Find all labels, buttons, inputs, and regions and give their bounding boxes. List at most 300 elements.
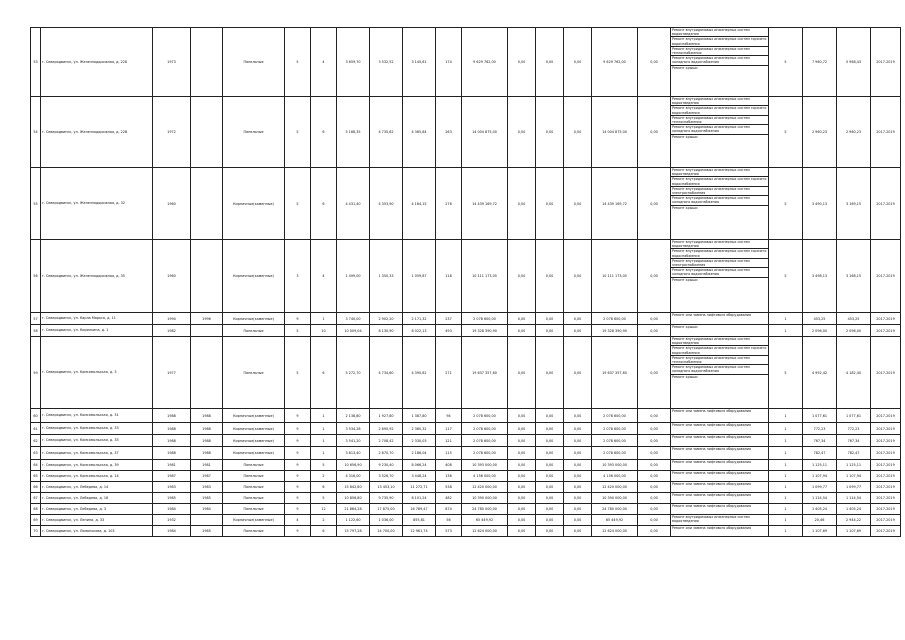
repair-work-item: Ремонт или замена лифтового оборудования bbox=[672, 482, 752, 486]
cost-regional: 0,00 bbox=[536, 447, 564, 460]
cost-federal: 0,00 bbox=[508, 526, 536, 537]
repair-cost-total: 2 078 600,00 bbox=[462, 423, 508, 435]
premises-area: 9 230,40 bbox=[370, 460, 403, 471]
residential-area: 3 448,24 bbox=[403, 471, 436, 482]
build-year: 1984 bbox=[153, 504, 191, 515]
build-year: 1988 bbox=[153, 409, 191, 423]
repair-cost-total: 2 078 600,00 bbox=[462, 435, 508, 447]
house-address: г. Северодвинск, ул. Ленина, д. 33 bbox=[41, 515, 153, 526]
table-row bbox=[31, 515, 901, 526]
cost-regional: 0,00 bbox=[536, 460, 564, 471]
works-count: 5 bbox=[769, 168, 803, 240]
wall-material: Панельные bbox=[223, 337, 285, 409]
premises-area: 1 036,00 bbox=[370, 515, 403, 526]
house-address: г. Северодвинск, ул. Комсомольская, д. 39 bbox=[41, 460, 153, 471]
total-area: 10 009,04 bbox=[337, 325, 370, 337]
wall-material: Кирпичные(каменные) bbox=[223, 447, 285, 460]
repair-works-list bbox=[671, 482, 769, 493]
register-sheet bbox=[30, 27, 895, 537]
table-row bbox=[31, 313, 901, 325]
max-unit-cost: 1 107,94 bbox=[837, 471, 871, 482]
repair-cost-total: 65 449,92 bbox=[462, 515, 508, 526]
cost-federal: 0,00 bbox=[508, 423, 536, 435]
cost-other: 0,00 bbox=[638, 493, 671, 504]
repair-work-item: Ремонт или замена лифтового оборудования bbox=[672, 460, 752, 464]
entrances-count: 4 bbox=[311, 240, 337, 313]
house-address: г. Северодвинск, ул. Железнодорожная, д. 32 bbox=[41, 168, 153, 240]
repair-work-item: Ремонт внутридомовых инженерных систем водоотведения bbox=[671, 28, 768, 37]
cost-federal: 0,00 bbox=[508, 504, 536, 515]
works-count: 1 bbox=[769, 493, 803, 504]
cost-owners: 10 390 000,00 bbox=[592, 493, 638, 504]
premises-area: 2 902,20 bbox=[370, 313, 403, 325]
cost-regional: 0,00 bbox=[536, 313, 564, 325]
wall-material: Кирпичные(каменные) bbox=[223, 240, 285, 313]
max-unit-cost: 4 182,40 bbox=[837, 337, 871, 409]
works-count: 5 bbox=[769, 28, 803, 97]
works-count: 5 bbox=[769, 97, 803, 168]
wall-material: Панельные bbox=[223, 482, 285, 493]
max-unit-cost: 5 968,43 bbox=[837, 28, 871, 97]
works-count: 1 bbox=[769, 447, 803, 460]
unit-cost: 1 107,94 bbox=[803, 471, 837, 482]
repair-work-item: Ремонт внутридомовых инженерных систем горячего водоснабжения bbox=[672, 177, 767, 186]
unit-cost: 2 096,00 bbox=[803, 325, 837, 337]
cost-local: 0,00 bbox=[564, 325, 592, 337]
residents-count: 538 bbox=[436, 482, 462, 493]
floors-count: 9 bbox=[285, 435, 311, 447]
commission-year bbox=[191, 337, 223, 409]
cost-local: 0,00 bbox=[564, 515, 592, 526]
entrances-count: 6 bbox=[311, 482, 337, 493]
repair-period: 2017-2019 bbox=[871, 337, 901, 409]
repair-work-item: Ремонт внутридомовых инженерных систем холодного водоснабжения bbox=[671, 196, 768, 205]
house-address: г. Северодвинск, ул. Карла Маркса, д. 11 bbox=[41, 313, 153, 325]
max-unit-cost: 772,23 bbox=[837, 423, 871, 435]
table-row bbox=[31, 325, 901, 337]
premises-area: 13 453,10 bbox=[370, 482, 403, 493]
table-row bbox=[31, 337, 901, 409]
cost-local: 0,00 bbox=[564, 240, 592, 313]
floors-count: 9 bbox=[285, 460, 311, 471]
entrances-count: 2 bbox=[311, 471, 337, 482]
total-area: 5 168,35 bbox=[337, 97, 370, 168]
commission-year: 1996 bbox=[191, 313, 223, 325]
build-year: 1960 bbox=[153, 240, 191, 313]
residents-count: 271 bbox=[436, 337, 462, 409]
row-number: 66 bbox=[31, 482, 41, 493]
housing-repair-table bbox=[30, 27, 901, 537]
row-number: 63 bbox=[31, 447, 41, 460]
floors-count: 9 bbox=[285, 493, 311, 504]
build-year: 1988 bbox=[153, 447, 191, 460]
unit-cost: 1 405,24 bbox=[803, 504, 837, 515]
repair-period: 2017-2019 bbox=[871, 435, 901, 447]
unit-cost: 4 992,42 bbox=[803, 337, 837, 409]
residents-count: 118 bbox=[436, 240, 462, 313]
works-count: 1 bbox=[769, 504, 803, 515]
house-address: г. Северодвинск, ул. Кирилкина, д. 1 bbox=[41, 325, 153, 337]
unit-cost: 767,34 bbox=[803, 435, 837, 447]
repair-work-item: Ремонт крыши bbox=[672, 134, 698, 139]
cost-federal: 0,00 bbox=[508, 460, 536, 471]
repair-cost-total: 10 390 000,00 bbox=[462, 493, 508, 504]
cost-regional: 0,00 bbox=[536, 423, 564, 435]
cost-owners: 4 156 000,00 bbox=[592, 471, 638, 482]
cost-local: 0,00 bbox=[564, 337, 592, 409]
house-address: г. Северодвинск, ул. Комсомольская, д. 3 bbox=[41, 337, 153, 409]
build-year: 1973 bbox=[153, 28, 191, 97]
house-address: г. Северодвинск, ул. Комсомольская, д. 31 bbox=[41, 409, 153, 423]
repair-works-list bbox=[671, 409, 769, 423]
row-number: 55 bbox=[31, 168, 41, 240]
repair-works-list bbox=[671, 28, 769, 97]
cost-local: 0,00 bbox=[564, 526, 592, 537]
total-area: 3 659,70 bbox=[337, 28, 370, 97]
repair-work-item: Ремонт крыши bbox=[672, 277, 698, 282]
cost-local: 0,00 bbox=[564, 409, 592, 423]
commission-year: 1981 bbox=[191, 460, 223, 471]
repair-work-item: Ремонт внутридомовых инженерных систем холодного водоснабжения bbox=[671, 365, 768, 374]
works-count: 1 bbox=[769, 313, 803, 325]
entrances-count: 6 bbox=[311, 168, 337, 240]
cost-other: 0,00 bbox=[638, 435, 671, 447]
repair-works-list bbox=[671, 337, 769, 409]
table-row bbox=[31, 28, 901, 97]
cost-local: 0,00 bbox=[564, 471, 592, 482]
table-row bbox=[31, 168, 901, 240]
max-unit-cost: 1 107,69 bbox=[837, 526, 871, 537]
repair-work-item: Ремонт внутридомовых инженерных систем горячего водоснабжения bbox=[672, 249, 767, 258]
row-number: 69 bbox=[31, 515, 41, 526]
premises-area: 3 526,70 bbox=[370, 471, 403, 482]
wall-material: Кирпичные(каменные) bbox=[223, 168, 285, 240]
wall-material: Кирпичные(каменные) bbox=[223, 515, 285, 526]
unit-cost: 1 107,69 bbox=[803, 526, 837, 537]
cost-other: 0,00 bbox=[638, 337, 671, 409]
commission-year bbox=[191, 515, 223, 526]
repair-period: 2017-2019 bbox=[871, 526, 901, 537]
repair-period: 2017-2019 bbox=[871, 28, 901, 97]
max-unit-cost: 453,25 bbox=[837, 313, 871, 325]
wall-material: Панельные bbox=[223, 460, 285, 471]
repair-works-list bbox=[671, 460, 769, 471]
premises-area: 2 670,70 bbox=[370, 447, 403, 460]
repair-work-item: Ремонт внутридомовых инженерных систем теплоснабжения bbox=[671, 116, 768, 125]
cost-regional: 0,00 bbox=[536, 471, 564, 482]
cost-owners: 2 078 600,00 bbox=[592, 313, 638, 325]
repair-work-item: Ремонт или замена лифтового оборудования bbox=[672, 493, 752, 497]
floors-count: 3 bbox=[285, 240, 311, 313]
repair-period: 2017-2019 bbox=[871, 447, 901, 460]
row-number: 59 bbox=[31, 337, 41, 409]
unit-cost: 1 114,54 bbox=[803, 493, 837, 504]
row-number: 53 bbox=[31, 28, 41, 97]
cost-federal: 0,00 bbox=[508, 471, 536, 482]
cost-local: 0,00 bbox=[564, 168, 592, 240]
cost-regional: 0,00 bbox=[536, 526, 564, 537]
residential-area: 11 272,71 bbox=[403, 482, 436, 493]
cost-regional: 0,00 bbox=[536, 97, 564, 168]
floors-count: 9 bbox=[285, 409, 311, 423]
residential-area: 2 186,04 bbox=[403, 447, 436, 460]
repair-work-item: Ремонт внутридомовых инженерных систем водоотведения bbox=[672, 515, 750, 524]
cost-other: 0,00 bbox=[638, 471, 671, 482]
cost-other: 0,00 bbox=[638, 482, 671, 493]
entrances-count: 2 bbox=[311, 515, 337, 526]
cost-other: 0,00 bbox=[638, 460, 671, 471]
floors-count: 5 bbox=[285, 97, 311, 168]
floors-count: 9 bbox=[285, 471, 311, 482]
repair-work-item: Ремонт внутридомовых инженерных систем холодного водоснабжения bbox=[671, 125, 768, 134]
unit-cost: 453,25 bbox=[803, 313, 837, 325]
row-number: 67 bbox=[31, 493, 41, 504]
cost-federal: 0,00 bbox=[508, 168, 536, 240]
build-year: 1972 bbox=[153, 97, 191, 168]
row-number: 54 bbox=[31, 97, 41, 168]
works-count: 1 bbox=[769, 409, 803, 423]
cost-regional: 0,00 bbox=[536, 337, 564, 409]
total-area: 4 431,40 bbox=[337, 168, 370, 240]
repair-cost-total: 10 393 000,00 bbox=[462, 460, 508, 471]
total-area: 1 122,60 bbox=[337, 515, 370, 526]
cost-other: 0,00 bbox=[638, 526, 671, 537]
build-year: 1983 bbox=[153, 482, 191, 493]
works-count: 5 bbox=[769, 240, 803, 313]
commission-year: 1988 bbox=[191, 423, 223, 435]
residential-area: 8 022,13 bbox=[403, 325, 436, 337]
entrances-count: 12 bbox=[311, 504, 337, 515]
repair-work-item: Ремонт крыши bbox=[672, 65, 698, 70]
repair-works-list bbox=[671, 423, 769, 435]
row-number: 64 bbox=[31, 460, 41, 471]
commission-year: 1985 bbox=[191, 526, 223, 537]
floors-count: 5 bbox=[285, 168, 311, 240]
repair-works-list bbox=[671, 325, 769, 337]
cost-owners: 24 780 000,00 bbox=[592, 504, 638, 515]
repair-work-item: Ремонт внутридомовых инженерных систем холодного водоснабжения bbox=[671, 268, 768, 277]
cost-owners: 2 078 600,00 bbox=[592, 447, 638, 460]
commission-year bbox=[191, 168, 223, 240]
entrances-count: 4 bbox=[311, 28, 337, 97]
cost-regional: 0,00 bbox=[536, 482, 564, 493]
repair-works-list bbox=[671, 526, 769, 537]
commission-year bbox=[191, 28, 223, 97]
cost-federal: 0,00 bbox=[508, 493, 536, 504]
row-number: 68 bbox=[31, 504, 41, 515]
repair-period: 2017-2019 bbox=[871, 515, 901, 526]
row-number: 57 bbox=[31, 313, 41, 325]
floors-count: 9 bbox=[285, 447, 311, 460]
premises-area: 14 700,00 bbox=[370, 526, 403, 537]
cost-regional: 0,00 bbox=[536, 28, 564, 97]
repair-work-item: Ремонт внутридомовых инженерных систем горячего водоснабжения bbox=[672, 346, 767, 355]
repair-works-list bbox=[671, 515, 769, 526]
cost-other: 0,00 bbox=[638, 515, 671, 526]
wall-material: Панельные bbox=[223, 28, 285, 97]
residents-count: 94 bbox=[436, 409, 462, 423]
repair-cost-total: 2 078 600,00 bbox=[462, 313, 508, 325]
repair-cost-total: 24 780 000,00 bbox=[462, 504, 508, 515]
premises-area: 17 875,00 bbox=[370, 504, 403, 515]
table-row bbox=[31, 409, 901, 423]
row-number: 60 bbox=[31, 409, 41, 423]
works-count: 1 bbox=[769, 515, 803, 526]
residential-area: 8 066,24 bbox=[403, 460, 436, 471]
wall-material: Панельные bbox=[223, 325, 285, 337]
build-year: 1994 bbox=[153, 313, 191, 325]
total-area: 15 842,80 bbox=[337, 482, 370, 493]
repair-cost-total: 14 439 169,72 bbox=[462, 168, 508, 240]
premises-area: 4 734,60 bbox=[370, 337, 403, 409]
commission-year: 1987 bbox=[191, 471, 223, 482]
house-address: г. Северодвинск, ул. Ломоносова, д. 103 bbox=[41, 526, 153, 537]
repair-period: 2017-2019 bbox=[871, 504, 901, 515]
repair-works-list bbox=[671, 168, 769, 240]
max-unit-cost: 1 099,77 bbox=[837, 482, 871, 493]
build-year: 1982 bbox=[153, 325, 191, 337]
entrances-count: 1 bbox=[311, 409, 337, 423]
wall-material: Кирпичные(каменные) bbox=[223, 435, 285, 447]
premises-area: 3 532,52 bbox=[370, 28, 403, 97]
repair-work-item: Ремонт внутридомовых инженерных систем водоотведения bbox=[671, 168, 768, 177]
total-area: 5 272,70 bbox=[337, 337, 370, 409]
table-row bbox=[31, 504, 901, 515]
max-unit-cost: 767,34 bbox=[837, 435, 871, 447]
floors-count: 9 bbox=[285, 504, 311, 515]
repair-cost-total: 2 078 600,00 bbox=[462, 447, 508, 460]
repair-work-item: Ремонт крыши bbox=[672, 205, 698, 210]
table-row bbox=[31, 97, 901, 168]
row-number: 65 bbox=[31, 471, 41, 482]
works-count: 1 bbox=[769, 482, 803, 493]
works-count: 1 bbox=[769, 460, 803, 471]
cost-federal: 0,00 bbox=[508, 515, 536, 526]
table-row bbox=[31, 471, 901, 482]
cost-federal: 0,00 bbox=[508, 28, 536, 97]
cost-federal: 0,00 bbox=[508, 409, 536, 423]
entrances-count: 1 bbox=[311, 313, 337, 325]
unit-cost: 1 077,61 bbox=[803, 409, 837, 423]
total-area: 4 316,00 bbox=[337, 471, 370, 482]
residential-area: 4 365,84 bbox=[403, 97, 436, 168]
repair-period: 2017-2019 bbox=[871, 493, 901, 504]
entrances-count: 5 bbox=[311, 493, 337, 504]
repair-work-item: Ремонт или замена лифтового оборудования bbox=[672, 447, 752, 451]
repair-works-list bbox=[671, 97, 769, 168]
house-address: г. Северодвинск, ул. Железнодорожная, д. 22Б bbox=[41, 28, 153, 97]
wall-material: Кирпичные(каменные) bbox=[223, 409, 285, 423]
cost-other: 0,00 bbox=[638, 97, 671, 168]
repair-work-item: Ремонт или замена лифтового оборудования bbox=[672, 504, 752, 508]
cost-local: 0,00 bbox=[564, 423, 592, 435]
entrances-count: 1 bbox=[311, 435, 337, 447]
unit-cost: 1 125,11 bbox=[803, 460, 837, 471]
repair-work-item: Ремонт или замена лифтового оборудования bbox=[672, 423, 752, 427]
total-area: 3 541,20 bbox=[337, 435, 370, 447]
floors-count: 5 bbox=[285, 337, 311, 409]
cost-federal: 0,00 bbox=[508, 482, 536, 493]
row-number: 61 bbox=[31, 423, 41, 435]
total-area: 3 813,40 bbox=[337, 447, 370, 460]
repair-cost-total: 10 111 173,05 bbox=[462, 240, 508, 313]
repair-works-list bbox=[671, 471, 769, 482]
works-count: 1 bbox=[769, 471, 803, 482]
table-row bbox=[31, 460, 901, 471]
unit-cost: 3 490,13 bbox=[803, 168, 837, 240]
cost-federal: 0,00 bbox=[508, 447, 536, 460]
repair-period: 2017-2019 bbox=[871, 482, 901, 493]
max-unit-cost: 3 169,15 bbox=[837, 168, 871, 240]
max-unit-cost: 1 125,11 bbox=[837, 460, 871, 471]
cost-owners: 2 078 600,00 bbox=[592, 423, 638, 435]
premises-area: 4 735,62 bbox=[370, 97, 403, 168]
premises-area: 1 927,80 bbox=[370, 409, 403, 423]
commission-year bbox=[191, 240, 223, 313]
premises-area: 1 350,33 bbox=[370, 240, 403, 313]
row-number: 70 bbox=[31, 526, 41, 537]
house-address: г. Северодвинск, ул. Комсомольская, д. 37 bbox=[41, 447, 153, 460]
unit-cost: 2 960,23 bbox=[803, 97, 837, 168]
works-count: 1 bbox=[769, 325, 803, 337]
cost-other: 0,00 bbox=[638, 168, 671, 240]
residents-count: 874 bbox=[436, 504, 462, 515]
repair-works-list bbox=[671, 504, 769, 515]
entrances-count: 6 bbox=[311, 97, 337, 168]
residential-area: 2 330,03 bbox=[403, 435, 436, 447]
cost-owners: 12 420 000,00 bbox=[592, 482, 638, 493]
cost-other: 0,00 bbox=[638, 409, 671, 423]
repair-work-item: Ремонт внутридомовых инженерных систем водоотведения bbox=[671, 240, 768, 249]
commission-year: 1984 bbox=[191, 504, 223, 515]
repair-cost-total: 19 637 357,60 bbox=[462, 337, 508, 409]
floors-count: 9 bbox=[285, 482, 311, 493]
residents-count: 174 bbox=[436, 28, 462, 97]
wall-material: Панельные bbox=[223, 493, 285, 504]
residents-count: 493 bbox=[436, 325, 462, 337]
premises-area: 2 690,92 bbox=[370, 423, 403, 435]
repair-work-item: Ремонт крыши bbox=[672, 325, 698, 329]
repair-works-list bbox=[671, 447, 769, 460]
entrances-count: 6 bbox=[311, 337, 337, 409]
floors-count: 9 bbox=[285, 313, 311, 325]
repair-work-item: Ремонт внутридомовых инженерных систем водоотведения bbox=[671, 97, 768, 106]
repair-period: 2017-2019 bbox=[871, 409, 901, 423]
repair-cost-total: 19 328 390,90 bbox=[462, 325, 508, 337]
repair-cost-total: 12 420 000,00 bbox=[462, 482, 508, 493]
repair-work-item: Ремонт или замена лифтового оборудования bbox=[672, 435, 752, 439]
total-area: 3 534,28 bbox=[337, 423, 370, 435]
max-unit-cost: 1 405,24 bbox=[837, 504, 871, 515]
build-year: 1985 bbox=[153, 493, 191, 504]
build-year: 1987 bbox=[153, 471, 191, 482]
residents-count: 408 bbox=[436, 460, 462, 471]
house-address: г. Северодвинск, ул. Лебедева, д. 14 bbox=[41, 482, 153, 493]
repair-works-list bbox=[671, 313, 769, 325]
commission-year: 1988 bbox=[191, 409, 223, 423]
build-year: 1981 bbox=[153, 460, 191, 471]
residents-count: 56 bbox=[436, 515, 462, 526]
residential-area: 12 961,74 bbox=[403, 526, 436, 537]
row-number: 62 bbox=[31, 435, 41, 447]
entrances-count: 5 bbox=[311, 460, 337, 471]
house-address: г. Северодвинск, ул. Лебедева, д. 3 bbox=[41, 504, 153, 515]
cost-other: 0,00 bbox=[638, 504, 671, 515]
cost-other: 0,00 bbox=[638, 447, 671, 460]
max-unit-cost: 2 960,23 bbox=[837, 97, 871, 168]
cost-local: 0,00 bbox=[564, 313, 592, 325]
entrances-count: 6 bbox=[311, 526, 337, 537]
